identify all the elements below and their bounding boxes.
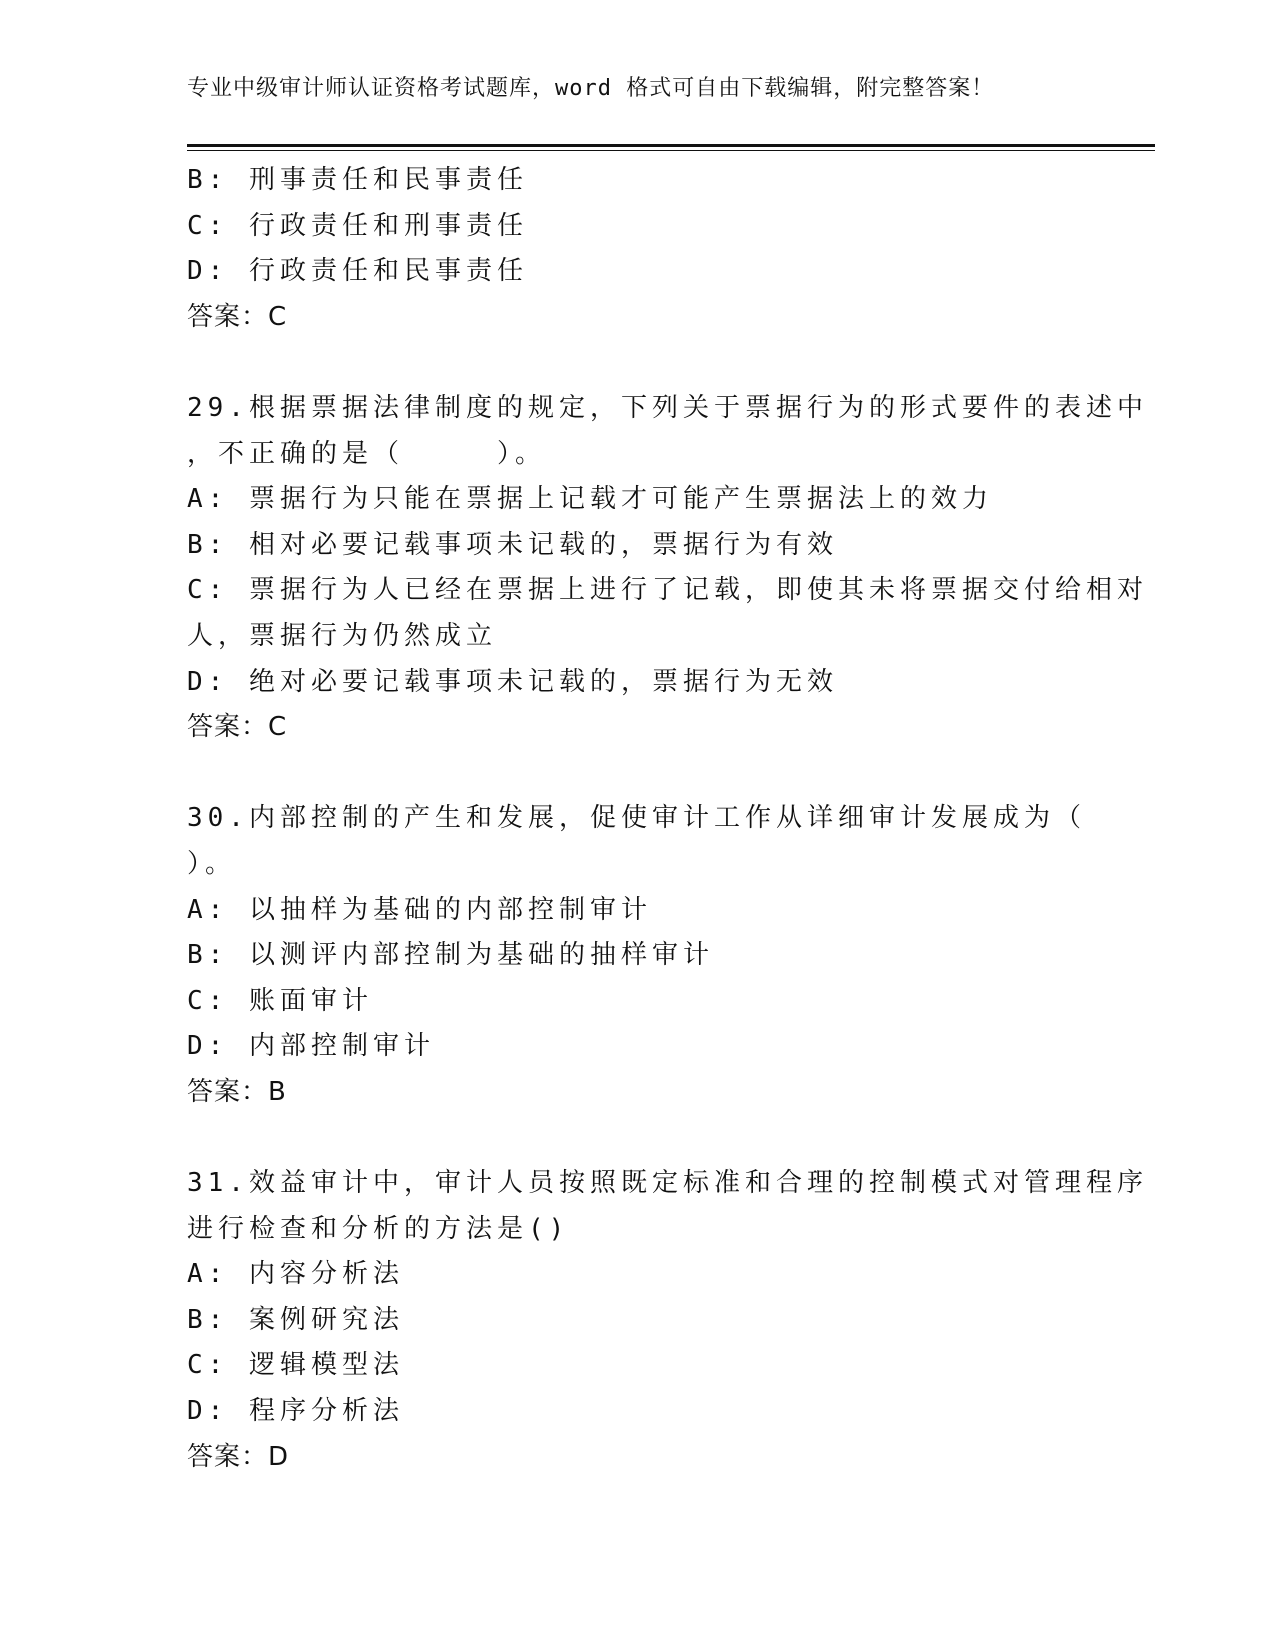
question-29 [187, 386, 1148, 751]
spacer [187, 340, 1077, 386]
question-stem: 30.内部控制的产生和发展，促使审计工作从详细审计发展成为（ [187, 803, 1086, 834]
question-stem: ）。 [187, 848, 237, 879]
option-d: D: 程序分析法 [187, 1396, 404, 1427]
question-stem: 29.根据票据法律制度的规定，下列关于票据行为的形式要件的表述中 [187, 392, 1148, 423]
header-rule-thick [187, 144, 1155, 147]
answer: 答案：D [187, 1441, 290, 1472]
option-c: C: 逻辑模型法 [187, 1350, 404, 1381]
answer: 答案：B [187, 1076, 287, 1107]
answer: 答案：C [187, 301, 288, 332]
option-c: C: 账面审计 [187, 985, 373, 1016]
option-b: B: 相对必要记载事项未记载的，票据行为有效 [187, 529, 838, 560]
option-d: D: 绝对必要记载事项未记载的，票据行为无效 [187, 666, 838, 697]
option-a: A: 内容分析法 [187, 1259, 404, 1290]
answer: 答案：C [187, 712, 288, 743]
option-d: D: 内部控制审计 [187, 1031, 435, 1062]
option-a: A: 票据行为只能在票据上记载才可能产生票据法上的效力 [187, 484, 993, 515]
page-header: 专业中级审计师认证资格考试题库，word 格式可自由下载编辑，附完整答案！ [187, 76, 995, 101]
question-stem: 31.效益审计中，审计人员按照既定标准和合理的控制模式对管理程序 [187, 1168, 1148, 1199]
option-c-continued: 人，票据行为仍然成立 [187, 620, 498, 651]
option-c: C: 行政责任和刑事责任 [187, 210, 528, 241]
option-b: B: 刑事责任和民事责任 [187, 165, 528, 195]
option-b: B: 以测评内部控制为基础的抽样审计 [187, 940, 714, 971]
option-a: A: 以抽样为基础的内部控制审计 [187, 894, 652, 925]
option-c: C: 票据行为人已经在票据上进行了记载，即使其未将票据交付给相对 [187, 575, 1148, 606]
question-30 [187, 796, 1086, 1115]
question-31 [187, 1161, 1148, 1480]
spacer [187, 1115, 1077, 1161]
option-b: B: 案例研究法 [187, 1304, 404, 1335]
question-stem: ，不正确的是（ ）。 [187, 438, 547, 469]
question-list [187, 158, 1148, 1480]
option-d: D: 行政责任和民事责任 [187, 256, 528, 287]
spacer [187, 751, 1077, 797]
header-rule-thin [187, 150, 1155, 151]
question-28 [187, 158, 1077, 340]
question-stem: 进行检查和分析的方法是() [187, 1213, 570, 1244]
